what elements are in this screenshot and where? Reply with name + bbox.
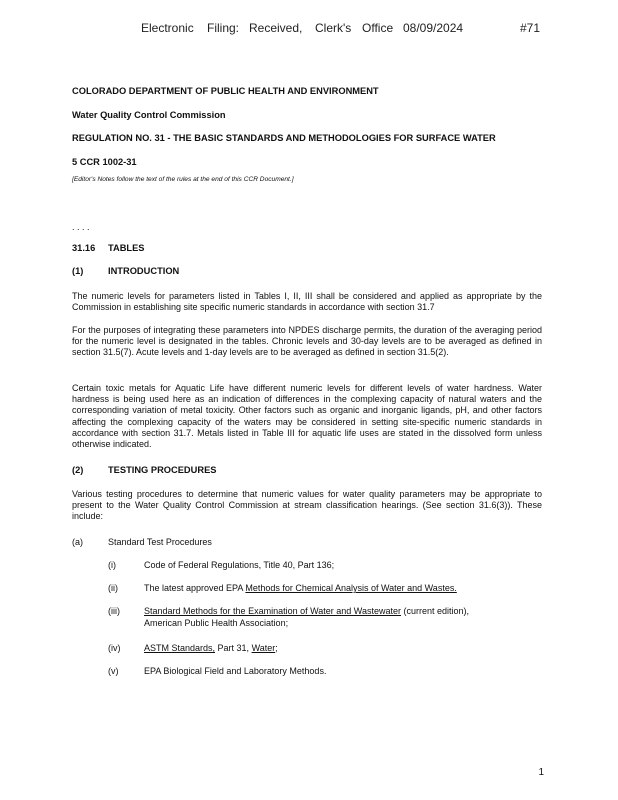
section-title: TABLES xyxy=(108,243,145,253)
item-iii-line xyxy=(144,606,469,617)
commission-heading: Water Quality Control Commission xyxy=(72,110,226,120)
stamp-received: Received, xyxy=(249,21,303,35)
item-i-text: Code of Federal Regulations, Title 40, Part 136; xyxy=(144,560,335,570)
item-ii-number: (ii) xyxy=(108,583,118,593)
section-number: 31.16 xyxy=(72,243,96,253)
item-iii-publisher: American Public Health Association; xyxy=(144,618,289,628)
stamp-number: #71 xyxy=(520,21,541,35)
item-iv-water: Water xyxy=(251,643,276,653)
item-iv-line xyxy=(144,643,278,654)
item-ii-title: Methods for Chemical Analysis of Water and Wastes. xyxy=(245,583,457,593)
stamp-date: 08/09/2024 xyxy=(403,21,464,35)
item-v-text: EPA Biological Field and Laboratory Methods. xyxy=(144,666,327,676)
intro-title: INTRODUCTION xyxy=(108,266,180,276)
subsection-a-text: Standard Test Procedures xyxy=(108,537,212,547)
stamp-office: Office xyxy=(362,21,394,35)
item-i-number: (i) xyxy=(108,560,116,570)
item-iv-number: (iv) xyxy=(108,643,121,653)
item-v-number: (v) xyxy=(108,666,119,676)
editors-note: [Editor's Notes follow the text of the rules at the end of this CCR Document.] xyxy=(72,176,294,183)
stamp-filing: Filing: xyxy=(207,21,240,35)
page-number: 1 xyxy=(538,767,544,778)
ccr-heading: 5 CCR 1002-31 xyxy=(72,157,137,167)
testing-paragraph: Various testing procedures to determine that numeric values for water quality parameters may be appropriate to present to the Water Quality Control Commission at stream classification hearings. (See section 31.6(3)). These include: xyxy=(72,489,542,522)
ellipsis: . . . . xyxy=(72,222,90,232)
item-iii-number: (iii) xyxy=(108,606,120,616)
subsection-a-label: (a) xyxy=(72,537,83,547)
item-iv-title: ASTM Standards, xyxy=(144,643,216,653)
intro-paragraph-2: For the purposes of integrating these parameters into NPDES discharge permits, the duration of the averaging period for the numeric level is designated in the tables. Chronic levels and 30-day levels are to be averaged as defined in section 31.5(7). Acute levels and 1-day levels are to be averaged as defined in section 31.5(2). xyxy=(72,325,542,358)
item-iii-edition: (current edition), xyxy=(400,606,469,616)
intro-paragraph-1: The numeric levels for parameters listed in Tables I, II, III shall be considered and applied as appropriate by the Commission in establishing site specific numeric standards in accordance with section 31.7 xyxy=(72,291,542,313)
intro-number: (1) xyxy=(72,266,84,276)
department-heading: COLORADO DEPARTMENT OF PUBLIC HEALTH AND ENVIRONMENT xyxy=(72,86,379,96)
item-ii-text: The latest approved EPA xyxy=(144,583,246,593)
item-iv-part: Part 31, xyxy=(215,643,252,653)
testing-number: (2) xyxy=(72,465,84,475)
testing-title: TESTING PROCEDURES xyxy=(108,465,217,475)
item-iii-title: Standard Methods for the Examination of Water and Wastewater xyxy=(144,606,401,616)
intro-paragraph-3: Certain toxic metals for Aquatic Life have different numeric levels for different levels of water hardness. Water hardness is being used here as an indication of differences in the complexing capacity of natural waters and the corresponding variation of metal toxicity. Other factors such as organic and inorganic ligands, pH, and other factors affecting the complexing capacity of the waters may be considered in setting site-specific numeric standards in accordance with section 31.7. Metals listed in Table III for aquatic life uses are stated in the dissolved form unless otherwise indicated. xyxy=(72,383,542,450)
regulation-heading: REGULATION NO. 31 - THE BASIC STANDARDS AND METHODOLOGIES FOR SURFACE WATER xyxy=(72,133,496,143)
stamp-electronic: Electronic xyxy=(141,21,194,35)
item-iv-end: ; xyxy=(275,643,278,653)
item-ii-line xyxy=(144,583,457,594)
stamp-clerks: Clerk's xyxy=(315,21,352,35)
